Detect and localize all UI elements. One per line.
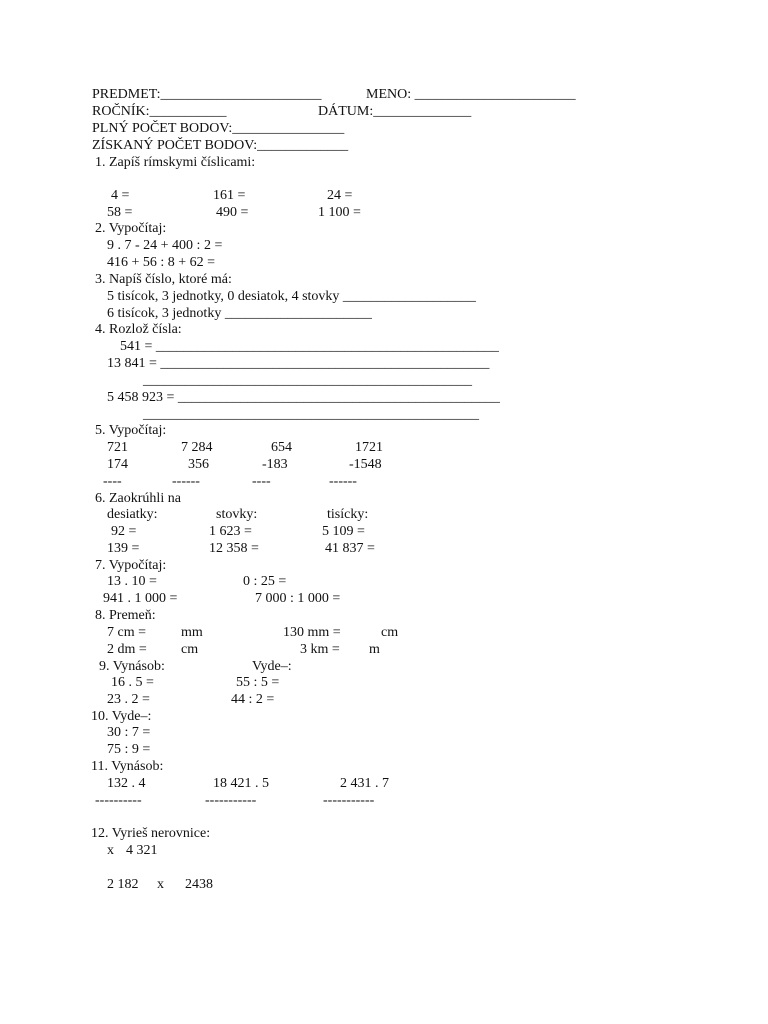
task-11-title <box>0 758 768 775</box>
result-line: ---- <box>103 474 122 489</box>
exercise: 9 . 7 - 24 + 400 : 2 = <box>107 238 223 253</box>
date-field: DÁTUM:______________ <box>318 104 472 119</box>
task-5-row <box>0 456 768 473</box>
task-title: 7. Vypočítaj: <box>95 558 167 573</box>
task-title: 11. Vynásob: <box>91 759 164 774</box>
operand: 7 284 <box>181 440 213 455</box>
operand: 174 <box>107 457 128 472</box>
exercise: 2 dm = <box>107 642 147 657</box>
task-4-line <box>0 389 768 406</box>
result-line: ---------- <box>95 793 142 808</box>
exercise: 0 : 25 = <box>243 574 287 589</box>
task-title: Vyde–: <box>252 659 292 674</box>
exercise: 541 = _________________________________________________ <box>120 339 499 354</box>
task-10-title <box>0 708 768 725</box>
header-row-2 <box>0 103 768 120</box>
task-4-line <box>0 355 768 372</box>
grade-field: ROČNÍK:___________ <box>92 104 227 119</box>
exercise: 24 = <box>327 188 353 203</box>
result-line: ------ <box>172 474 200 489</box>
answer-line: _______________________________________________ <box>143 373 472 388</box>
task-8-row <box>0 624 768 641</box>
exercise: 1 100 = <box>318 205 361 220</box>
task-8-row <box>0 641 768 658</box>
task-7-row <box>0 590 768 607</box>
task-title: 10. Vyde–: <box>91 709 152 724</box>
result-line: ----------- <box>205 793 257 808</box>
exercise: 23 . 2 = <box>107 692 150 707</box>
task-9-row <box>0 674 768 691</box>
task-3-line <box>0 305 768 322</box>
task-1-title <box>0 154 768 171</box>
column-head: stovky: <box>216 507 258 522</box>
task-title: 9. Vynásob: <box>99 659 165 674</box>
task-2-line <box>0 254 768 271</box>
task-3-line <box>0 288 768 305</box>
task-12-line <box>0 842 768 859</box>
task-3-title <box>0 271 768 288</box>
exercise: 16 . 5 = <box>111 675 154 690</box>
task-4-line <box>0 406 768 423</box>
column-head: desiatky: <box>107 507 158 522</box>
result-line: ---- <box>252 474 271 489</box>
task-2-line <box>0 237 768 254</box>
task-12-line <box>0 876 768 893</box>
task-1-row <box>0 204 768 221</box>
task-6-row <box>0 540 768 557</box>
operand: 2 182 <box>107 877 139 892</box>
task-9-title <box>0 658 768 675</box>
exercise: 12 358 = <box>209 541 259 556</box>
answer-line: ________________________________________________ <box>143 407 479 422</box>
exercise: 55 : 5 = <box>236 675 280 690</box>
exercise: 5 458 923 = ______________________________________________ <box>107 390 500 405</box>
exercise: 4 = <box>111 188 130 203</box>
subject-field: PREDMET:_______________________ <box>92 87 322 102</box>
task-title: 3. Napíš číslo, ktoré má: <box>95 272 232 287</box>
task-5-row <box>0 473 768 490</box>
exercise: 92 = <box>111 524 137 539</box>
task-4-line <box>0 338 768 355</box>
task-5-title <box>0 422 768 439</box>
task-11-row <box>0 775 768 792</box>
operand: 4 321 <box>126 843 158 858</box>
exercise: 5 109 = <box>322 524 365 539</box>
exercise: 1 623 = <box>209 524 252 539</box>
task-12-title <box>0 825 768 842</box>
header-row-3 <box>0 120 768 137</box>
task-title: 2. Vypočítaj: <box>95 221 167 236</box>
exercise: 7 cm = <box>107 625 146 640</box>
exercise: 75 : 9 = <box>107 742 151 757</box>
exercise: 161 = <box>213 188 246 203</box>
exercise: 18 421 . 5 <box>213 776 269 791</box>
unit: cm <box>381 625 399 640</box>
exercise: 30 : 7 = <box>107 725 151 740</box>
header-row-1 <box>0 86 768 103</box>
exercise: 13 . 10 = <box>107 574 157 589</box>
task-8-title <box>0 607 768 624</box>
task-6-title <box>0 490 768 507</box>
task-title: 1. Zapíš rímskymi číslicami: <box>95 155 256 170</box>
task-7-title <box>0 557 768 574</box>
exercise: 139 = <box>107 541 140 556</box>
task-6-row <box>0 523 768 540</box>
task-5-row <box>0 439 768 456</box>
exercise: 44 : 2 = <box>231 692 275 707</box>
exercise: 7 000 : 1 000 = <box>255 591 341 606</box>
exercise: 41 837 = <box>325 541 375 556</box>
task-4-title <box>0 321 768 338</box>
header-row-4 <box>0 137 768 154</box>
result-line: ------ <box>329 474 357 489</box>
max-points-field: PLNÝ POČET BODOV:________________ <box>92 121 345 136</box>
task-7-row <box>0 573 768 590</box>
exercise: 5 tisícok, 3 jednotky, 0 desiatok, 4 stovky ___________________ <box>107 289 476 304</box>
operand: 2438 <box>185 877 213 892</box>
operand: 1721 <box>355 440 383 455</box>
exercise: 941 . 1 000 = <box>103 591 178 606</box>
exercise: 13 841 = _______________________________________________ <box>107 356 490 371</box>
task-4-line <box>0 372 768 389</box>
operand: -1548 <box>349 457 382 472</box>
task-2-title <box>0 220 768 237</box>
variable: x <box>107 843 114 858</box>
result-line: ----------- <box>323 793 375 808</box>
task-title: 5. Vypočítaj: <box>95 423 167 438</box>
exercise: 3 km = <box>300 642 340 657</box>
task-1-row <box>0 187 768 204</box>
task-title: 12. Vyrieš nerovnice: <box>91 826 211 841</box>
variable: x <box>157 877 164 892</box>
exercise: 130 mm = <box>283 625 341 640</box>
task-title: 4. Rozlož čísla: <box>95 322 182 337</box>
task-10-line <box>0 741 768 758</box>
exercise: 58 = <box>107 205 133 220</box>
operand: -183 <box>262 457 288 472</box>
exercise: 2 431 . 7 <box>340 776 389 791</box>
unit: mm <box>181 625 203 640</box>
earned-points-field: ZÍSKANÝ POČET BODOV:_____________ <box>92 138 349 153</box>
name-field: MENO: _______________________ <box>366 87 576 102</box>
exercise: 6 tisícok, 3 jednotky _____________________ <box>107 306 372 321</box>
task-title: 6. Zaokrúhli na <box>95 491 181 506</box>
task-9-row <box>0 691 768 708</box>
unit: m <box>369 642 380 657</box>
task-11-row <box>0 792 768 809</box>
operand: 721 <box>107 440 128 455</box>
task-6-heads <box>0 506 768 523</box>
operand: 356 <box>188 457 209 472</box>
unit: cm <box>181 642 199 657</box>
operand: 654 <box>271 440 292 455</box>
exercise: 490 = <box>216 205 249 220</box>
column-head: tisícky: <box>327 507 369 522</box>
task-title: 8. Premeň: <box>95 608 156 623</box>
exercise: 132 . 4 <box>107 776 146 791</box>
exercise: 416 + 56 : 8 + 62 = <box>107 255 216 270</box>
task-10-line <box>0 724 768 741</box>
